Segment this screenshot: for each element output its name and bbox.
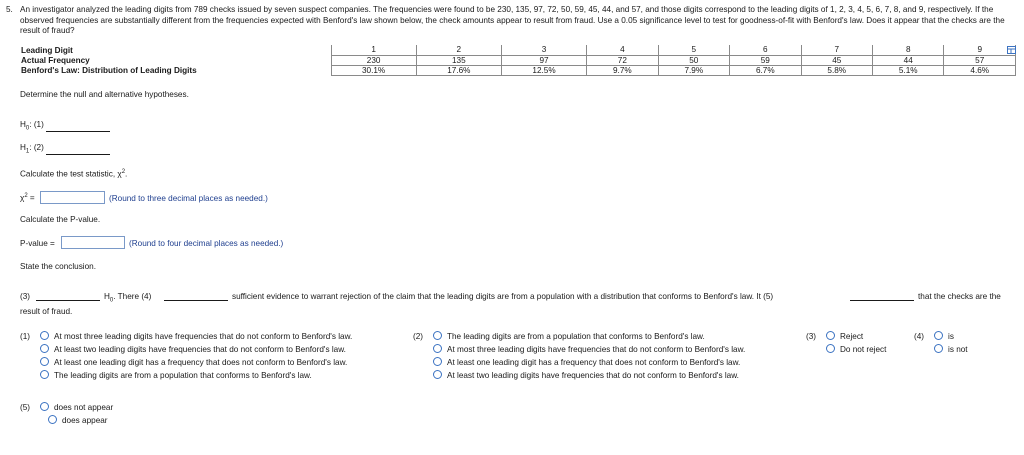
- radio-button[interactable]: [40, 344, 49, 353]
- blank-3-dropdown[interactable]: [36, 292, 100, 301]
- digit-cell: 1: [331, 45, 416, 55]
- option-group-1-item[interactable]: At least one leading digit has a frequency that does not conform to Benford's law.: [20, 356, 352, 369]
- option-group-5-item[interactable]: (5) does not appear: [20, 403, 114, 412]
- radio-button[interactable]: [433, 344, 442, 353]
- radio-button[interactable]: [48, 415, 57, 424]
- group-4-label: (4): [914, 332, 925, 341]
- blank-4-dropdown[interactable]: [164, 292, 228, 301]
- row-label-benford: Benford's Law: Distribution of Leading Digits: [21, 65, 197, 75]
- actual-cell: 230: [331, 55, 416, 65]
- conclusion-middle: sufficient evidence to warrant rejection of the claim that the leading digits are from a population with a distribution that conforms to Benford's law. It (5): [232, 292, 774, 301]
- conclusion-line2: result of fraud.: [20, 307, 73, 316]
- actual-cell: 45: [801, 55, 872, 65]
- actual-cell: 50: [658, 55, 729, 65]
- radio-button[interactable]: [934, 344, 943, 353]
- expand-data-icon[interactable]: [1007, 46, 1016, 54]
- blank-5-dropdown[interactable]: [850, 292, 914, 301]
- chi-square-input[interactable]: [40, 191, 105, 204]
- chi-square-label: $\chi^2$ =: [20, 193, 35, 203]
- conclusion-end: that the checks are the: [918, 292, 1001, 301]
- option-group-2-item[interactable]: At most three leading digits have frequencies that do not conform to Benford's law.: [413, 343, 745, 356]
- group-1-label: (1): [20, 332, 31, 341]
- option-group-4-item[interactable]: (4) is: [914, 332, 954, 341]
- digit-cell: 8: [872, 45, 943, 55]
- digit-cell: 9: [944, 45, 1016, 55]
- benford-cell: 5.1%: [872, 65, 943, 75]
- group-5-label: (5): [20, 403, 31, 412]
- radio-button[interactable]: [433, 331, 442, 340]
- digit-cell: 7: [801, 45, 872, 55]
- question-text: An investigator analyzed the leading digits from 789 checks issued by seven suspect companies. The frequencies were found to be 230, 135, 97, 72, 50, 59, 45, 44, and 57, and those digits correspond to the leading digits of 1, 2, 3, 4, 5, 6, 7, 8, and 9, respectively. If the observed frequencies are substantially different from the frequencies expected with Benford's law shown below, the check amounts appear to result from fraud. Use a 0.05 significance level to test for goodness-of-fit with Benford's law. Does it appear that the checks are the result of fraud?: [20, 5, 1005, 36]
- h1-symbol: H: [20, 143, 26, 152]
- digit-cell: 5: [658, 45, 729, 55]
- radio-button[interactable]: [826, 344, 835, 353]
- digit-cell: 3: [501, 45, 586, 55]
- benford-cell: 12.5%: [501, 65, 586, 75]
- option-group-1-item[interactable]: At least two leading digits have frequencies that do not conform to Benford's law.: [20, 343, 352, 356]
- h0-row: $H_0$: (1): [20, 120, 110, 132]
- h0-symbol: H: [20, 120, 26, 129]
- option-group-4-item[interactable]: is not: [914, 343, 968, 356]
- option-group-2-item[interactable]: At least two leading digits have frequencies that do not conform to Benford's law.: [413, 369, 745, 382]
- actual-cell: 44: [872, 55, 943, 65]
- option-group-5: [20, 401, 113, 427]
- radio-button[interactable]: [826, 331, 835, 340]
- option-group-1-item[interactable]: (1) At most three leading digits have frequencies that do not conform to Benford's law.: [20, 332, 353, 341]
- row-label-leading-digit: Leading Digit: [21, 45, 73, 55]
- benford-cell: 30.1%: [331, 65, 416, 75]
- radio-button[interactable]: [40, 331, 49, 340]
- benford-cell: 7.9%: [658, 65, 729, 75]
- h1-dropdown[interactable]: [46, 154, 110, 155]
- actual-cell: 59: [730, 55, 801, 65]
- option-group-2-item[interactable]: At least one leading digit has a frequency that does not conform to Benford's law.: [413, 356, 745, 369]
- option-group-4: [914, 330, 968, 356]
- benford-cell: 4.6%: [944, 65, 1016, 75]
- group-3-label: (3): [806, 332, 817, 341]
- h0-blank-label: : (1): [29, 120, 44, 129]
- digit-cell: 4: [587, 45, 658, 55]
- h1-row: $H_1$: (2): [20, 143, 110, 155]
- radio-button[interactable]: [40, 370, 49, 379]
- benford-cell: 6.7%: [730, 65, 801, 75]
- blank-3-label: (3): [20, 292, 31, 301]
- option-group-1-item[interactable]: The leading digits are from a population that conforms to Benford's law.: [20, 369, 352, 382]
- conclusion-prompt: State the conclusion.: [20, 262, 97, 271]
- question-number: 5.: [6, 5, 13, 14]
- radio-button[interactable]: [433, 357, 442, 366]
- option-group-5-item[interactable]: does appear: [20, 414, 113, 427]
- radio-button[interactable]: [40, 357, 49, 366]
- table-row-benford: [19, 65, 1016, 75]
- h1-blank-label: : (2): [29, 143, 44, 152]
- benford-cell: 17.6%: [416, 65, 501, 75]
- actual-cell: 97: [501, 55, 586, 65]
- option-group-2-item[interactable]: (2) The leading digits are from a population that conforms to Benford's law.: [413, 332, 705, 341]
- digit-cell: 6: [730, 45, 801, 55]
- pvalue-prompt: Calculate the P-value.: [20, 215, 101, 224]
- actual-cell: 72: [587, 55, 658, 65]
- benford-cell: 9.7%: [587, 65, 658, 75]
- pvalue-hint: (Round to four decimal places as needed.): [129, 239, 284, 248]
- table-row-actual: [19, 55, 1016, 65]
- option-group-3-item[interactable]: (3) Reject: [806, 332, 864, 341]
- group-2-label: (2): [413, 332, 424, 341]
- hypotheses-prompt: Determine the null and alternative hypotheses.: [20, 90, 189, 99]
- option-group-2: [413, 330, 745, 382]
- radio-button[interactable]: [934, 331, 943, 340]
- h0-dropdown[interactable]: [46, 131, 110, 132]
- option-group-3: [806, 330, 886, 356]
- actual-cell: 57: [944, 55, 1016, 65]
- table-row-digits: [19, 45, 1016, 55]
- radio-button[interactable]: [433, 370, 442, 379]
- option-group-1: [20, 330, 352, 382]
- digit-cell: 2: [416, 45, 501, 55]
- option-group-3-item[interactable]: Do not reject: [806, 343, 886, 356]
- pvalue-label: P-value =: [20, 239, 55, 248]
- frequency-table: [19, 45, 1016, 76]
- row-label-actual-frequency: Actual Frequency: [21, 55, 90, 65]
- pvalue-input[interactable]: [61, 236, 125, 249]
- radio-button[interactable]: [40, 402, 49, 411]
- test-stat-prompt: Calculate the test statistic, $\chi^2$.: [20, 169, 128, 179]
- conclusion-h0: $H_0$. There (4): [104, 292, 152, 304]
- benford-cell: 5.8%: [801, 65, 872, 75]
- chi-square-hint: (Round to three decimal places as needed.): [109, 194, 268, 203]
- actual-cell: 135: [416, 55, 501, 65]
